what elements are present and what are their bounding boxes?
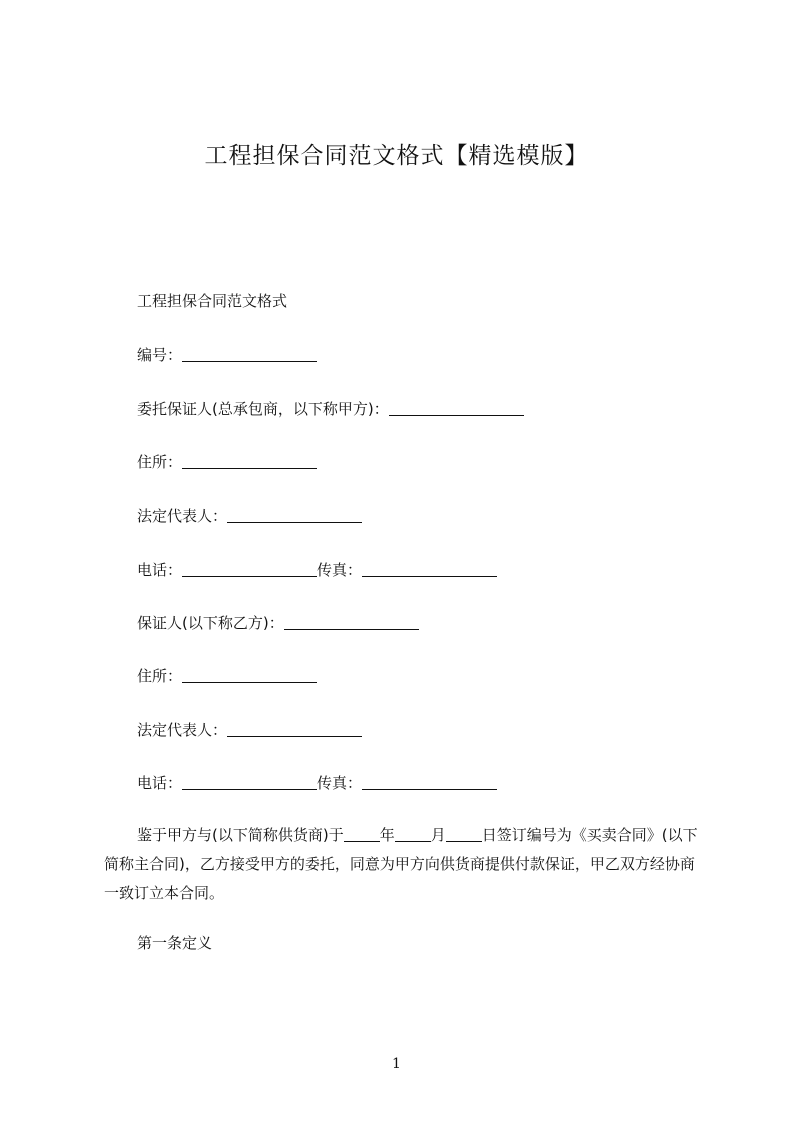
preamble-month: 月 [430, 826, 446, 844]
principal-address-blank[interactable] [182, 454, 317, 469]
guarantor-address-label: 住所： [137, 667, 183, 685]
principal-label: 委托保证人(总承包商，以下称甲方)： [137, 400, 389, 418]
principal-contact-field [137, 560, 497, 580]
principal-rep-blank[interactable] [227, 508, 362, 523]
guarantor-blank[interactable] [284, 615, 419, 630]
principal-phone-blank[interactable] [182, 562, 317, 577]
guarantor-field [137, 613, 419, 633]
guarantor-fax-label: 传真： [317, 774, 363, 792]
year-blank[interactable] [344, 827, 380, 842]
principal-field [137, 399, 524, 419]
principal-rep-label: 法定代表人： [137, 507, 228, 525]
guarantor-rep-field [137, 720, 362, 740]
principal-address-field [137, 452, 317, 472]
guarantor-rep-label: 法定代表人： [137, 721, 228, 739]
number-blank[interactable] [182, 347, 317, 362]
principal-blank[interactable] [389, 401, 524, 416]
principal-fax-blank[interactable] [362, 562, 497, 577]
guarantor-contact-field [137, 773, 497, 793]
number-label: 编号： [137, 346, 183, 364]
preamble-part1: 鉴于甲方与(以下简称供货商)于 [137, 826, 344, 844]
principal-rep-field [137, 506, 362, 526]
guarantor-rep-blank[interactable] [227, 722, 362, 737]
preamble-year: 年 [379, 826, 395, 844]
guarantor-phone-label: 电话： [137, 774, 183, 792]
principal-phone-label: 电话： [137, 561, 183, 579]
guarantor-fax-blank[interactable] [362, 775, 497, 790]
month-blank[interactable] [395, 827, 431, 842]
principal-fax-label: 传真： [317, 561, 363, 579]
preamble-paragraph [104, 821, 704, 908]
principal-address-label: 住所： [137, 453, 183, 471]
guarantor-address-blank[interactable] [182, 668, 317, 683]
day-blank[interactable] [446, 827, 482, 842]
guarantor-label: 保证人(以下称乙方)： [137, 614, 284, 632]
number-field [137, 345, 317, 365]
page-number: 1 [392, 1056, 401, 1072]
guarantor-phone-blank[interactable] [182, 775, 317, 790]
guarantor-address-field [137, 666, 317, 686]
document-title: 工程担保合同范文格式【精选模版】 [204, 143, 589, 169]
article-1-heading: 第一条定义 [137, 934, 213, 952]
preamble-rest: 日签订编号为《买卖合同》(以下简称主合同)，乙方接受甲方的委托，同意为甲方向供货商提供付款保证，甲乙双方经协商一致订立本合同。 [104, 826, 698, 902]
document-subtitle: 工程担保合同范文格式 [137, 292, 288, 310]
